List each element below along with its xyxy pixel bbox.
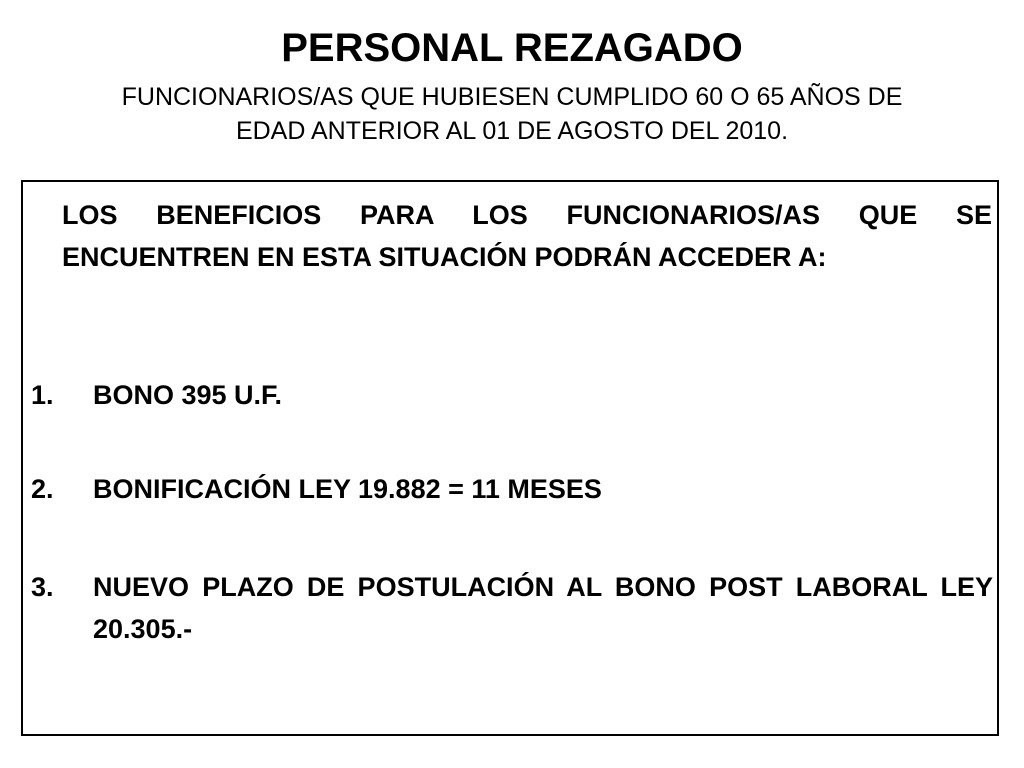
list-item-number: 2. — [31, 474, 54, 504]
list-item-text: NUEVO PLAZO DE POSTULACIÓN AL BONO POST LABORAL LEY 20.305.- — [93, 572, 993, 644]
list-item — [31, 566, 993, 650]
subtitle-line-1: FUNCIONARIOS/AS QUE HUBIESEN CUMPLIDO 60 O 65 AÑOS DE — [121, 83, 903, 111]
content-box — [21, 180, 999, 736]
list-item-text: BONIFICACIÓN LEY 19.882 = 11 MESES — [93, 474, 602, 504]
subtitle-line-2: EDAD ANTERIOR AL 01 DE AGOSTO DEL 2010. — [235, 117, 789, 145]
list-item-text: BONO 395 U.F. — [93, 380, 283, 410]
intro-paragraph: LOS BENEFICIOS PARA LOS FUNCIONARIOS/AS QUE SE ENCUENTREN EN ESTA SITUACIÓN PODRÁN ACCEDER A: — [62, 200, 992, 272]
list-item-number: 3. — [31, 572, 54, 602]
list-item-number: 1. — [31, 380, 54, 410]
list-item — [31, 468, 993, 510]
list-item — [31, 374, 993, 416]
slide-title: PERSONAL REZAGADO — [281, 26, 743, 70]
slide-subtitle — [0, 80, 1024, 148]
